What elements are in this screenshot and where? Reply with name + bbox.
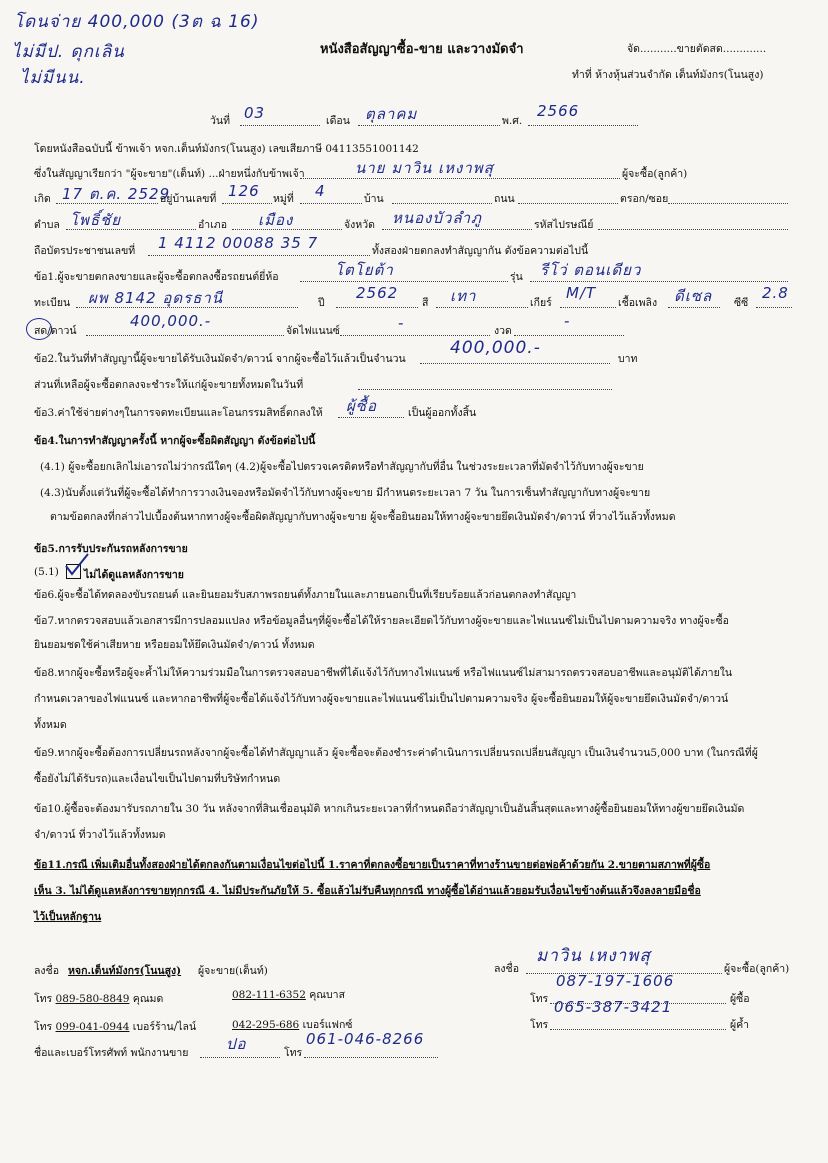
alley-label: ตรอก/ซอย <box>620 193 669 205</box>
zipcode-label: รหัสไปรษณีย์ <box>534 219 594 231</box>
price-label: สด/ดาวน์ <box>34 325 77 337</box>
buyer-signature: มาวิน เหงาพสุ <box>536 946 651 966</box>
clause7-l1: ข้อ7.หากตรวจสอบแล้วเอกสารมีการปลอมแปลง หรือข้อมูลอื่นๆที่ผู้จะซื้อได้ให้รายละเอียดไว้กับทางผู้จะขายและไฟแนนซ์ไม่เป็นไปตามความจริง ทางผู้จะซื้อ <box>34 615 729 627</box>
document-title: หนังสือสัญญาซื้อ-ขาย และวางมัดจำ <box>320 42 524 57</box>
guarantor-phone-role: ผู้ค้ำ <box>730 1019 750 1031</box>
date-year-label: พ.ศ. <box>502 115 523 127</box>
seller-phone-2: 082-111-6352 คุณบาส <box>232 989 345 1001</box>
seller-phone-3: โทร 099-041-0944 เบอร์ร้าน/ไลน์ <box>34 1021 197 1033</box>
date-month-label: เดือน <box>326 115 350 127</box>
clause4-p1: (4.1) ผู้จะซื้อยกเลิกไม่เอารถไม่ว่ากรณีใดๆ (4.2)ผู้จะซื้อไปตรวจเครดิตหรือทำสัญญากับที่อื่น ในช่วงระยะเวลาที่มัดจำไว้กับทางผู้จะขาย <box>40 461 644 473</box>
clause8-l3: ทั้งหมด <box>34 719 67 731</box>
moo-label: หมู่ที่ <box>273 193 294 205</box>
house-number: 126 <box>228 182 260 200</box>
birth-date: 17 ต.ค. 2529 <box>62 185 171 203</box>
car-brand: โตโยต้า <box>335 261 394 279</box>
price-amount: 400,000.- <box>130 312 212 330</box>
clause11-l1: ข้อ11.กรณี เพิ่มเติมอื่นทั้งสองฝ่ายได้ตกลงกันตามเงื่อนไขต่อไปนี้ 1.ราคาที่ตกลงซื้อขายเป็นราคาที่ทางร้านขายต่อพ่อค้าด้วยกัน 2.ขายตามสภาพที่ผู้ซื้อ <box>34 859 711 871</box>
handwritten-note-payment: โดนจ่าย 400,000 (3ต ฉ 16) <box>14 12 260 32</box>
staff-phone-label: โทร <box>284 1047 303 1059</box>
province-label: จังหวัด <box>344 219 375 231</box>
date-year: 2566 <box>537 102 580 120</box>
date-day: 03 <box>244 104 266 122</box>
model-label: รุ่น <box>510 271 523 283</box>
road-label: ถนน <box>494 193 515 205</box>
clause5-title: ข้อ5.การรับประกันรถหลังการขาย <box>34 543 188 555</box>
id-line-suffix: ทั้งสองฝ่ายตกลงทำสัญญากัน ดังข้อความต่อไปนี้ <box>372 245 589 257</box>
finance-label: จัดไฟแนนซ์ <box>286 325 340 337</box>
district-label: อำเภอ <box>198 219 228 231</box>
village-label: บ้าน <box>364 193 384 205</box>
date-month: ตุลาคม <box>365 105 418 123</box>
guarantor-phone: 065-387-3421 <box>554 998 673 1016</box>
seller-name: หจก.เต็นท์มังกร(โนนสูง) <box>68 965 182 977</box>
clause10-l1: ข้อ10.ผู้ซื้อจะต้องมารับรถภายใน 30 วัน หลังจากที่สินเชื่ออนุมัติ หากเกินระยะเวลาที่กำหนดถือว่าสัญญาเป็นอันสิ้นสุดและทางผู้ซื้อยินยอมให้ทางผู้ขายยึดเงินมัด <box>34 803 745 815</box>
clause5-item-prefix: (5.1) <box>34 566 59 578</box>
car-model: รีโว่ ตอนเดียว <box>540 261 642 279</box>
clause4-title: ข้อ4.ในการทำสัญญาครั้งนี้ หากผู้จะซื้อผิดสัญญา ดังข้อต่อไปนี้ <box>34 435 316 447</box>
staff-label: ชื่อและเบอร์โทรศัพท์ พนักงานขาย <box>34 1047 189 1059</box>
seller-sign-label: ลงชื่อ <box>34 965 59 977</box>
id-card-number: 1 4112 00088 35 7 <box>158 234 319 252</box>
clause2-rest: ส่วนที่เหลือผู้จะซื้อตกลงจะชำระให้แก่ผู้จะขายทั้งหมดในวันที่ <box>34 379 304 391</box>
clause2-unit: บาท <box>618 353 638 365</box>
guarantor-phone-label: โทร <box>530 1019 549 1031</box>
subdistrict-label: ตำบล <box>34 219 60 231</box>
staff-name: ปอ <box>226 1035 247 1053</box>
clause6-text: ข้อ6.ผู้จะซื้อได้ทดลองขับรถยนต์ และยินยอมรับสภาพรถยนต์ทั้งภายในและภายนอกเป็นที่เรียบร้อยแล้วก่อนตกลงทำสัญญา <box>34 589 577 601</box>
handwritten-note-no-book: ไม่มีป. ดุกเลิน <box>12 42 125 62</box>
clause3-text: ข้อ3.ค่าใช้จ่ายต่างๆในการจดทะเบียนและโอนกรรมสิทธิ์ตกลงให้ <box>34 407 323 419</box>
car-color-label: สี <box>422 297 429 309</box>
clause7-l2: ยินยอมชดใช้ค่าเสียหาย หรือยอมให้ยึดเงินมัดจำ/ดาวน์ ทั้งหมด <box>34 639 315 651</box>
buyer-phone-role: ผู้ซื้อ <box>730 993 750 1005</box>
seller-phone-1: โทร 089-580-8849 คุณมด <box>34 993 164 1005</box>
seller-phone-4: 042-295-686 เบอร์แฟกซ์ <box>232 1019 353 1031</box>
transfer-fee-payer: ผู้ซื้อ <box>346 397 377 415</box>
header-place: ทำที่ ห้างหุ้นส่วนจำกัด เต็นท์มังกร(โนนสูง) <box>572 69 764 81</box>
clause9-l1: ข้อ9.หากผู้จะซื้อต้องการเปลี่ยนรถหลังจากผู้จะซื้อได้ทำสัญญาแล้ว ผู้จะซื้อจะต้องชำระค่าดำเนินการเปลี่ยนรถเปลี่ยนสัญญา เป็นเงินจำนวน5,000 บาท (ในกรณีที่ผู้ <box>34 747 758 759</box>
district: เมือง <box>258 211 294 229</box>
installment-label: งวด <box>494 325 512 337</box>
gear: M/T <box>566 284 597 302</box>
clause8-l1: ข้อ8.หากผู้จะซื้อหรือผู้จะค้ำไม่ให้ความร่วมมือในการตรวจสอบอาชีพที่ได้แจ้งไว้กับทางไฟแนนซ์ หรือไฟแนนซ์ไม่สามารถตรวจสอบอาชีพและอนุมัติได้ภายใน <box>34 667 733 679</box>
seller-buyer-line: ซึ่งในสัญญาเรียกว่า "ผู้จะขาย"(เต็นท์) ...ฝ่ายหนึ่งกับข้าพเจ้า <box>34 168 305 180</box>
clause3-suffix: เป็นผู้ออกทั้งสิ้น <box>408 407 477 419</box>
clause2-text: ข้อ2.ในวันที่ทำสัญญานี้ผู้จะขายได้รับเงินมัดจำ/ดาวน์ จากผู้จะซื้อไว้แล้วเป็นจำนวน <box>34 353 406 365</box>
gear-label: เกียร์ <box>530 297 552 309</box>
clause4-p2: (4.3)นับตั้งแต่วันที่ผู้จะซื้อได้ทำการวางเงินจองหรือมัดจำไว้กับทางผู้จะขาย มีกำหนดระยะเวลา 7 วัน ในการเซ็นทำสัญญากับทางผู้จะขาย <box>40 487 651 499</box>
buyer-phone-label: โทร <box>530 993 549 1005</box>
province: หนองบัวลำภู <box>392 209 482 227</box>
handwritten-note-no-tax: ไม่มีนน. <box>20 68 86 88</box>
fuel-label: เชื้อเพลิง <box>618 297 658 309</box>
plate-label: ทะเบียน <box>34 297 71 309</box>
clause8-l2: กำหนดเวลาของไฟแนนซ์ และหากอาชีพที่ผู้จะซื้อได้แจ้งไว้กับทางผู้จะขายและไฟแนนซ์ไม่เป็นไปตามความจริง ผู้จะซื้อยินยอมให้ผู้จะขายยึดเงินมัดจำ/ดาวน์ <box>34 693 729 705</box>
clause5-item: ไม่ได้ดูแลหลังการขาย <box>84 569 184 581</box>
deposit-amount: 400,000.- <box>450 338 541 358</box>
subdistrict: โพธิ์ชัย <box>70 211 122 229</box>
id-card-label: ถือบัตรประชาชนเลขที่ <box>34 245 136 257</box>
clause1-text: ข้อ1.ผู้จะขายตกลงขายและผู้จะซื้อตกลงซื้อรถยนต์ยี่ห้อ <box>34 271 279 283</box>
cc-label: ซีซี <box>734 297 749 309</box>
clause11-l2: เห็น 3. ไม่ได้ดูแลหลังการขายทุกกรณี 4. ไม่มีประกันภัยให้ 5. ซื้อแล้วไม่รับคืนทุกกรณี ทางผู้ซื้อได้อ่านแล้วยอมรับเงื่อนไขข้างต้นแล้วจึงลงลายมือชื่อ <box>34 885 701 897</box>
car-plate: ผพ 8142 อุดรธานี <box>88 289 224 307</box>
clause11-l3: ไว้เป็นหลักฐาน <box>34 911 102 923</box>
seller-role: ผู้จะขาย(เต็นท์) <box>198 965 268 977</box>
moo-number: 4 <box>315 182 326 200</box>
car-color: เทา <box>450 287 477 305</box>
buyer-name: นาย มาวิน เหงาพสุ <box>355 159 494 177</box>
installment: - <box>564 312 571 330</box>
clause10-l2: จำ/ดาวน์ ที่วางไว้แล้วทั้งหมด <box>34 829 166 841</box>
house-label: อยู่บ้านเลขที่ <box>160 193 217 205</box>
buyer-role-label: ผู้จะซื้อ(ลูกค้า) <box>622 168 688 180</box>
finance: - <box>398 314 405 332</box>
buyer-phone: 087-197-1606 <box>556 972 675 990</box>
car-year-label: ปี <box>318 297 325 309</box>
intro-line: โดยหนังสือฉบับนี้ ข้าพเจ้า หจก.เต็นท์มังกร(โนนสูง) เลขเสียภาษี 04113551001142 <box>34 143 419 155</box>
clause9-l2: ซื้อยังไม่ได้รับรถ)และเงื่อนไขเป็นไปตามที่บริษัทกำหนด <box>34 773 281 785</box>
birth-label: เกิด <box>34 193 51 205</box>
header-sale-type: จัด...........ขายตัดสด............. <box>627 43 767 55</box>
clause4-p3: ตามข้อตกลงที่กล่าวไปเบื้องต้นหากทางผู้จะซื้อผิดสัญญากับทางผู้จะขาย ผู้จะซื้อยินยอมให้ทางผู้จะขายยึดเงินมัดจำ/ดาวน์ ที่วางไว้แล้วทั้งหมด <box>50 511 676 523</box>
buyer-sign-label: ลงชื่อ <box>494 963 519 975</box>
engine-cc: 2.8 <box>762 284 789 302</box>
staff-phone: 061-046-8266 <box>306 1030 425 1048</box>
buyer-sign-role: ผู้จะซื้อ(ลูกค้า) <box>724 963 790 975</box>
date-day-label: วันที่ <box>210 115 230 127</box>
car-year: 2562 <box>356 284 399 302</box>
fuel: ดีเซล <box>674 287 713 305</box>
